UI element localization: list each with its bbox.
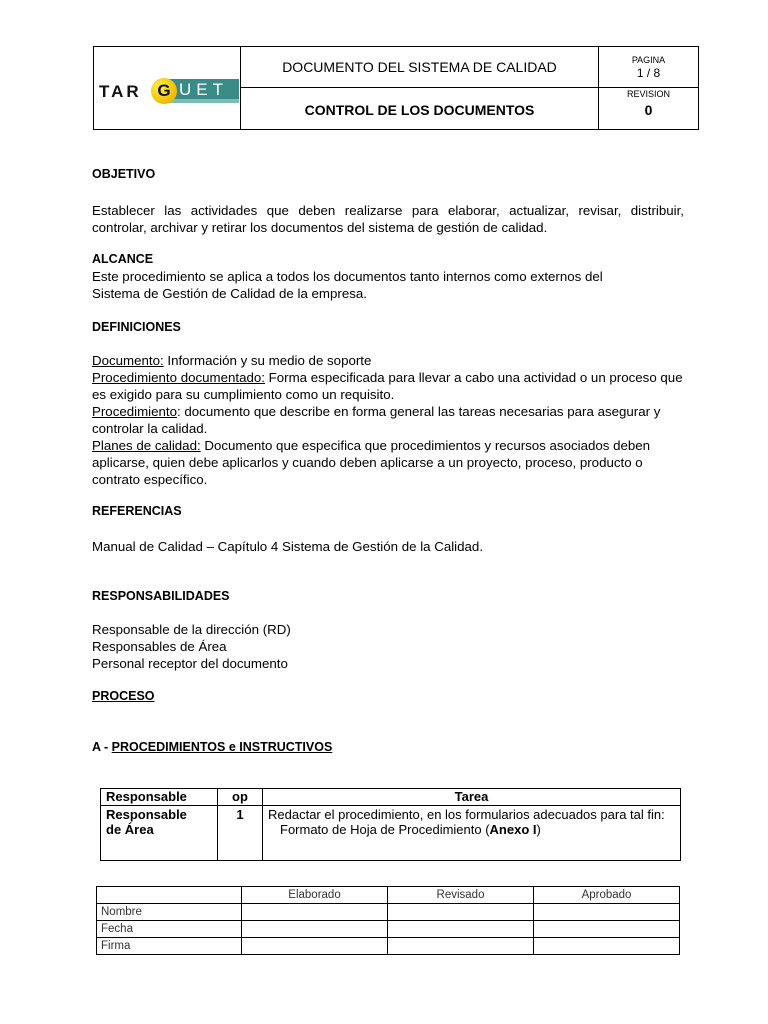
header-title-cell	[241, 47, 599, 88]
tarea-line-2	[268, 822, 675, 837]
responsabilidades-heading: RESPONSABILIDADES	[92, 589, 230, 603]
logo-cell	[93, 47, 241, 129]
table-row	[97, 921, 680, 938]
responsabilidad-item: Personal receptor del documento	[92, 656, 288, 671]
company-logo	[95, 78, 239, 106]
section-title: PROCEDIMIENTOS e INSTRUCTIVOS	[111, 740, 333, 754]
logo-text-left: TAR	[99, 82, 142, 101]
document-title: CONTROL DE LOS DOCUMENTOS	[304, 102, 535, 118]
logo-text-right: UET	[179, 80, 228, 99]
cell-tarea	[263, 806, 681, 861]
approval-header-empty	[97, 887, 242, 904]
definition-item	[92, 403, 692, 437]
objetivo-heading: OBJETIVO	[92, 167, 156, 181]
cell-responsable	[101, 806, 218, 861]
alcance-line-2: Sistema de Gestión de Calidad de la empresa.	[92, 286, 367, 301]
signature-cell[interactable]	[534, 904, 680, 921]
column-header-responsable: Responsable	[101, 789, 218, 806]
column-header-tarea: Tarea	[263, 789, 681, 806]
definition-text: Información y su medio de soporte	[163, 353, 372, 368]
signature-cell[interactable]	[242, 904, 388, 921]
revision-label: REVISION	[626, 89, 670, 99]
tarea-line-1: Redactar el procedimiento, en los formularios adecuados para tal fin:	[268, 807, 665, 822]
signature-cell[interactable]	[242, 938, 388, 955]
definition-text: Forma especificada para llevar a cabo una actividad o un proceso que es exigido para su cumplimiento como un requisito.	[92, 370, 683, 402]
responsabilidad-item: Responsables de Área	[92, 639, 227, 654]
document-header	[93, 46, 699, 130]
definition-text: Documento que especifica que procedimientos y recursos asociados deben aplicarse, quien debe aplicarlos y cuando deben aplicarse a un proyecto, proceso, producto o contrato específico.	[92, 438, 651, 487]
annex-reference: Anexo I	[489, 822, 537, 837]
signature-cell[interactable]	[534, 938, 680, 955]
tarea-format-text: Formato de Hoja de Procedimiento (	[280, 822, 490, 837]
definition-term: Procedimiento	[92, 404, 177, 419]
page-label: PAGINA	[631, 55, 666, 65]
proceso-heading: PROCESO	[92, 689, 155, 703]
definition-term: Planes de calidad:	[92, 438, 201, 453]
row-label-nombre: Nombre	[97, 904, 242, 921]
referencias-heading: REFERENCIAS	[92, 504, 182, 518]
document-system-title: DOCUMENTO DEL SISTEMA DE CALIDAD	[282, 59, 557, 75]
signature-cell[interactable]	[242, 921, 388, 938]
responsabilidad-item: Responsable de la dirección (RD)	[92, 622, 291, 637]
column-header-op: op	[218, 789, 263, 806]
objetivo-text: Establecer las actividades que deben realizarse para elaborar, actualizar, revisar, distribuir, controlar, archivar y retirar los documentos del sistema de gestión de calidad.	[92, 203, 684, 235]
definition-item	[92, 437, 692, 488]
signature-cell[interactable]	[388, 904, 534, 921]
table-row	[101, 806, 681, 861]
task-table-header	[101, 789, 681, 806]
signature-cell[interactable]	[534, 921, 680, 938]
row-label-firma: Firma	[97, 938, 242, 955]
task-table	[100, 788, 681, 861]
logo-g-circle: G	[151, 78, 177, 104]
definiciones-heading: DEFINICIONES	[92, 320, 181, 334]
referencias-text: Manual de Calidad – Capítulo 4 Sistema de Gestión de la Calidad.	[92, 539, 484, 554]
approval-header-aprobado: Aprobado	[534, 887, 680, 904]
definition-term: Documento:	[92, 353, 164, 368]
header-revision-cell	[599, 88, 698, 129]
tarea-format-suffix: )	[536, 822, 541, 837]
signature-cell[interactable]	[388, 921, 534, 938]
revision-number: 0	[644, 102, 653, 118]
definiciones-list	[92, 352, 692, 488]
header-page-cell	[599, 47, 698, 88]
proceso-section-title	[92, 740, 332, 754]
responsable-line-1: Responsable	[106, 807, 187, 822]
alcance-heading: ALCANCE	[92, 252, 154, 266]
approval-header-elaborado: Elaborado	[242, 887, 388, 904]
responsable-line-2: de Área	[106, 822, 154, 837]
definition-item	[92, 369, 692, 403]
signature-cell[interactable]	[388, 938, 534, 955]
section-prefix: A -	[92, 740, 112, 754]
table-row	[97, 938, 680, 955]
approval-header-row	[97, 887, 680, 904]
approval-header-revisado: Revisado	[388, 887, 534, 904]
definition-term: Procedimiento documentado:	[92, 370, 265, 385]
approval-table	[96, 886, 680, 955]
page-number: 1 / 8	[636, 66, 661, 80]
definition-text: : documento que describe en forma general las tareas necesarias para asegurar y controlar la calidad.	[92, 404, 661, 436]
alcance-line-1: Este procedimiento se aplica a todos los documentos tanto internos como externos del	[92, 269, 603, 284]
header-subtitle-cell	[241, 88, 599, 129]
table-row	[97, 904, 680, 921]
cell-op: 1	[218, 806, 263, 861]
definition-item	[92, 352, 692, 369]
row-label-fecha: Fecha	[97, 921, 242, 938]
